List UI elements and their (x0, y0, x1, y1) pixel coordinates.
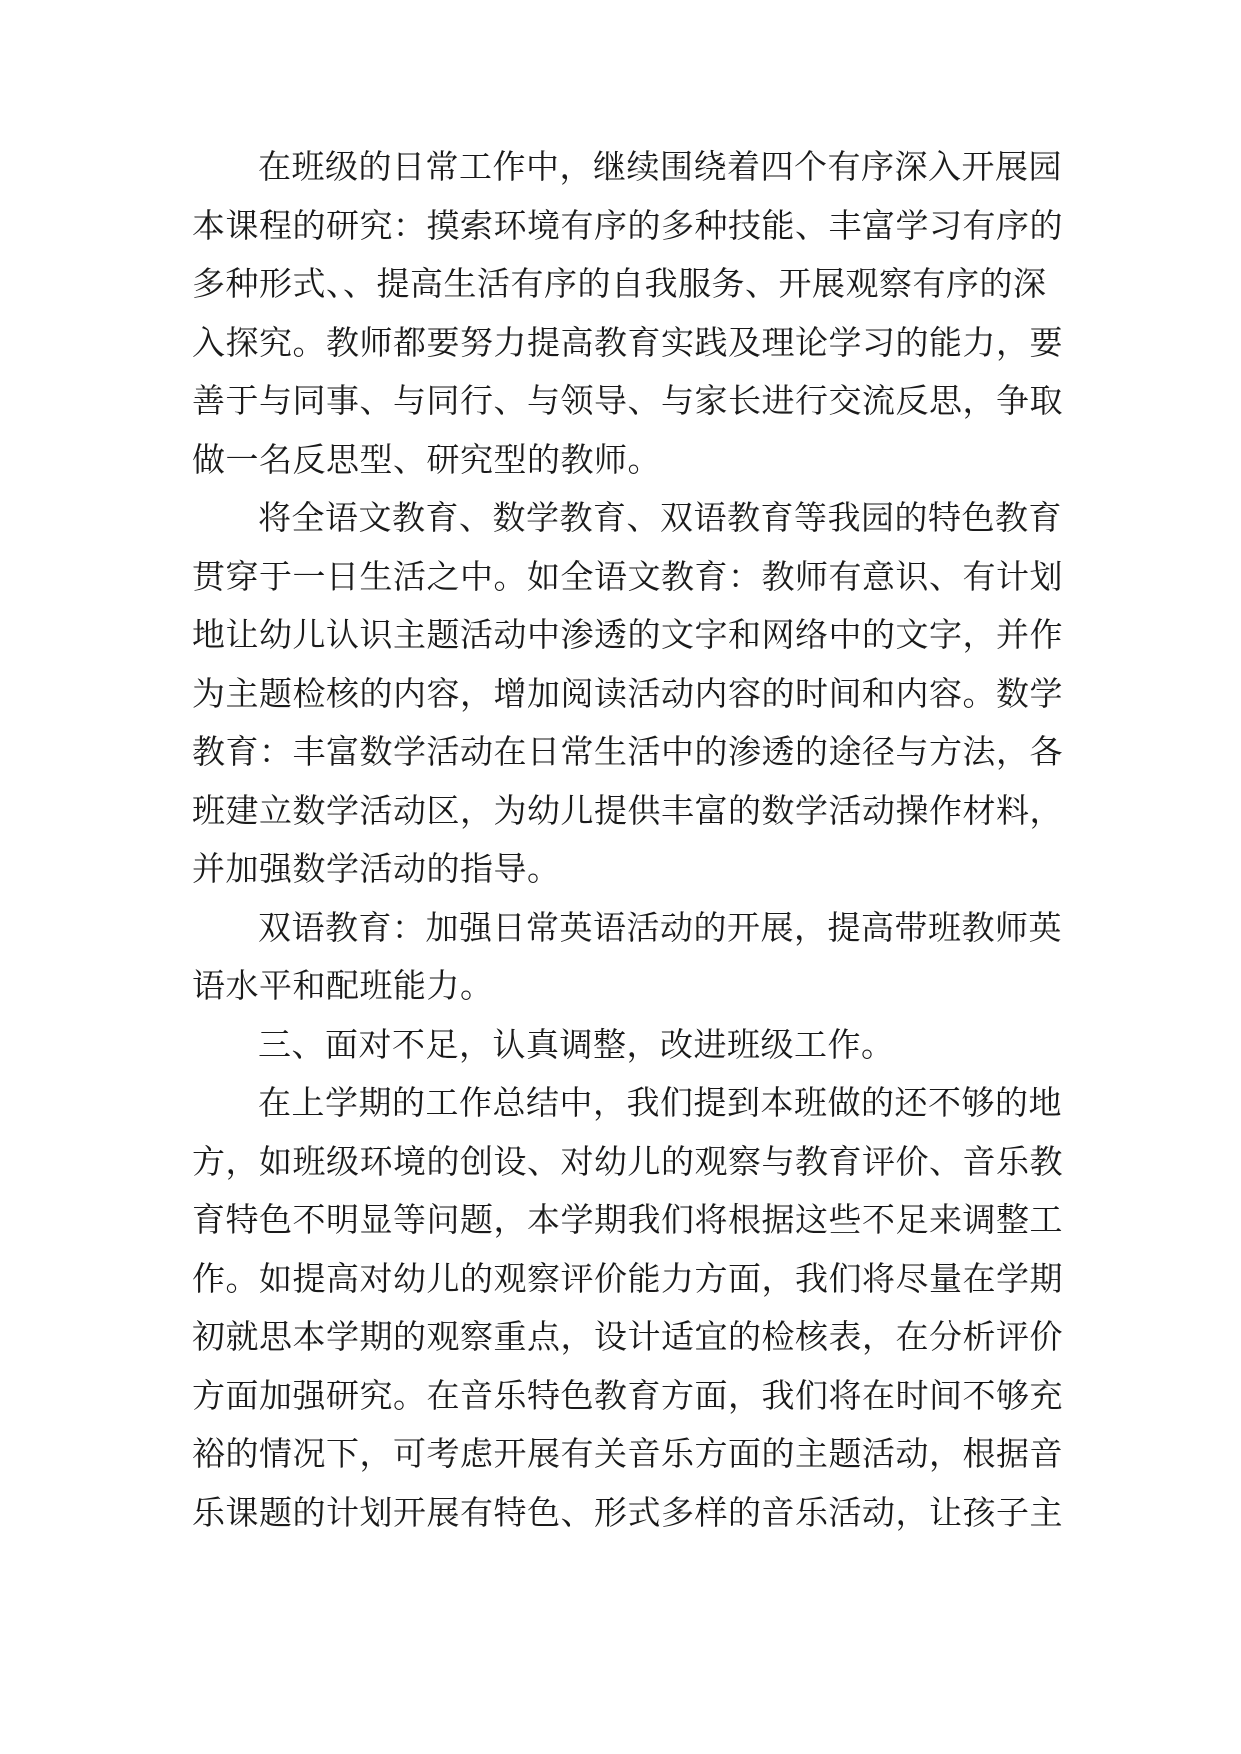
text-line: 教育：丰富数学活动在日常生活中的渗透的途径与方法，各 (192, 732, 1063, 771)
text-line: 将全语文教育、数学教育、双语教育等我园的特色教育 (258, 498, 1062, 537)
text-line: 方，如班级环境的创设、对幼儿的观察与教育评价、音乐教 (192, 1141, 1063, 1181)
text-line: 作。如提高对幼儿的观察评价能力方面，我们将尽量在学期 (192, 1258, 1063, 1298)
text-line: 育特色不明显等问题，本学期我们将根据这些不足来调整工 (192, 1200, 1063, 1239)
text-line: 初就思本学期的观察重点，设计适宜的检核表，在分析评价 (192, 1317, 1063, 1356)
text-line: 三、面对不足，认真调整，改进班级工作。 (258, 1024, 895, 1064)
text-line: 在上学期的工作总结中，我们提到本班做的还不够的地 (258, 1083, 1062, 1122)
text-line: 善于与同事、与同行、与领导、与家长进行交流反思，争取 (192, 381, 1063, 420)
text-line: 方面加强研究。在音乐特色教育方面，我们将在时间不够充 (192, 1375, 1063, 1415)
text-line: 语水平和配班能力。 (192, 966, 494, 1005)
text-line: 裕的情况下，可考虑开展有关音乐方面的主题活动，根据音 (192, 1434, 1063, 1473)
text-line: 班建立数学活动区，为幼儿提供丰富的数学活动操作材料， (192, 790, 1063, 830)
text-line: 贯穿于一日生活之中。如全语文教育：教师有意识、有计划 (192, 556, 1063, 596)
text-line: 双语教育：加强日常英语活动的开展，提高带班教师英 (258, 907, 1062, 947)
text-line: 为主题检核的内容，增加阅读活动内容的时间和内容。数学 (192, 673, 1063, 713)
text-line: 多种形式、、提高生活有序的自我服务、开展观察有序的深 (192, 264, 1047, 303)
text-line: 本课程的研究：摸索环境有序的多种技能、丰富学习有序的 (192, 205, 1063, 245)
text-line: 入探究。教师都要努力提高教育实践及理论学习的能力，要 (192, 322, 1063, 362)
text-line: 并加强数学活动的指导。 (192, 849, 561, 888)
text-line: 地让幼儿认识主题活动中渗透的文字和网络中的文字，并作 (192, 615, 1063, 654)
document-body (192, 138, 1063, 1542)
text-line: 在班级的日常工作中，继续围绕着四个有序深入开展园 (258, 147, 1062, 186)
text-line: 乐课题的计划开展有特色、形式多样的音乐活动，让孩子主 (192, 1492, 1063, 1532)
text-line: 做一名反思型、研究型的教师。 (192, 439, 661, 479)
